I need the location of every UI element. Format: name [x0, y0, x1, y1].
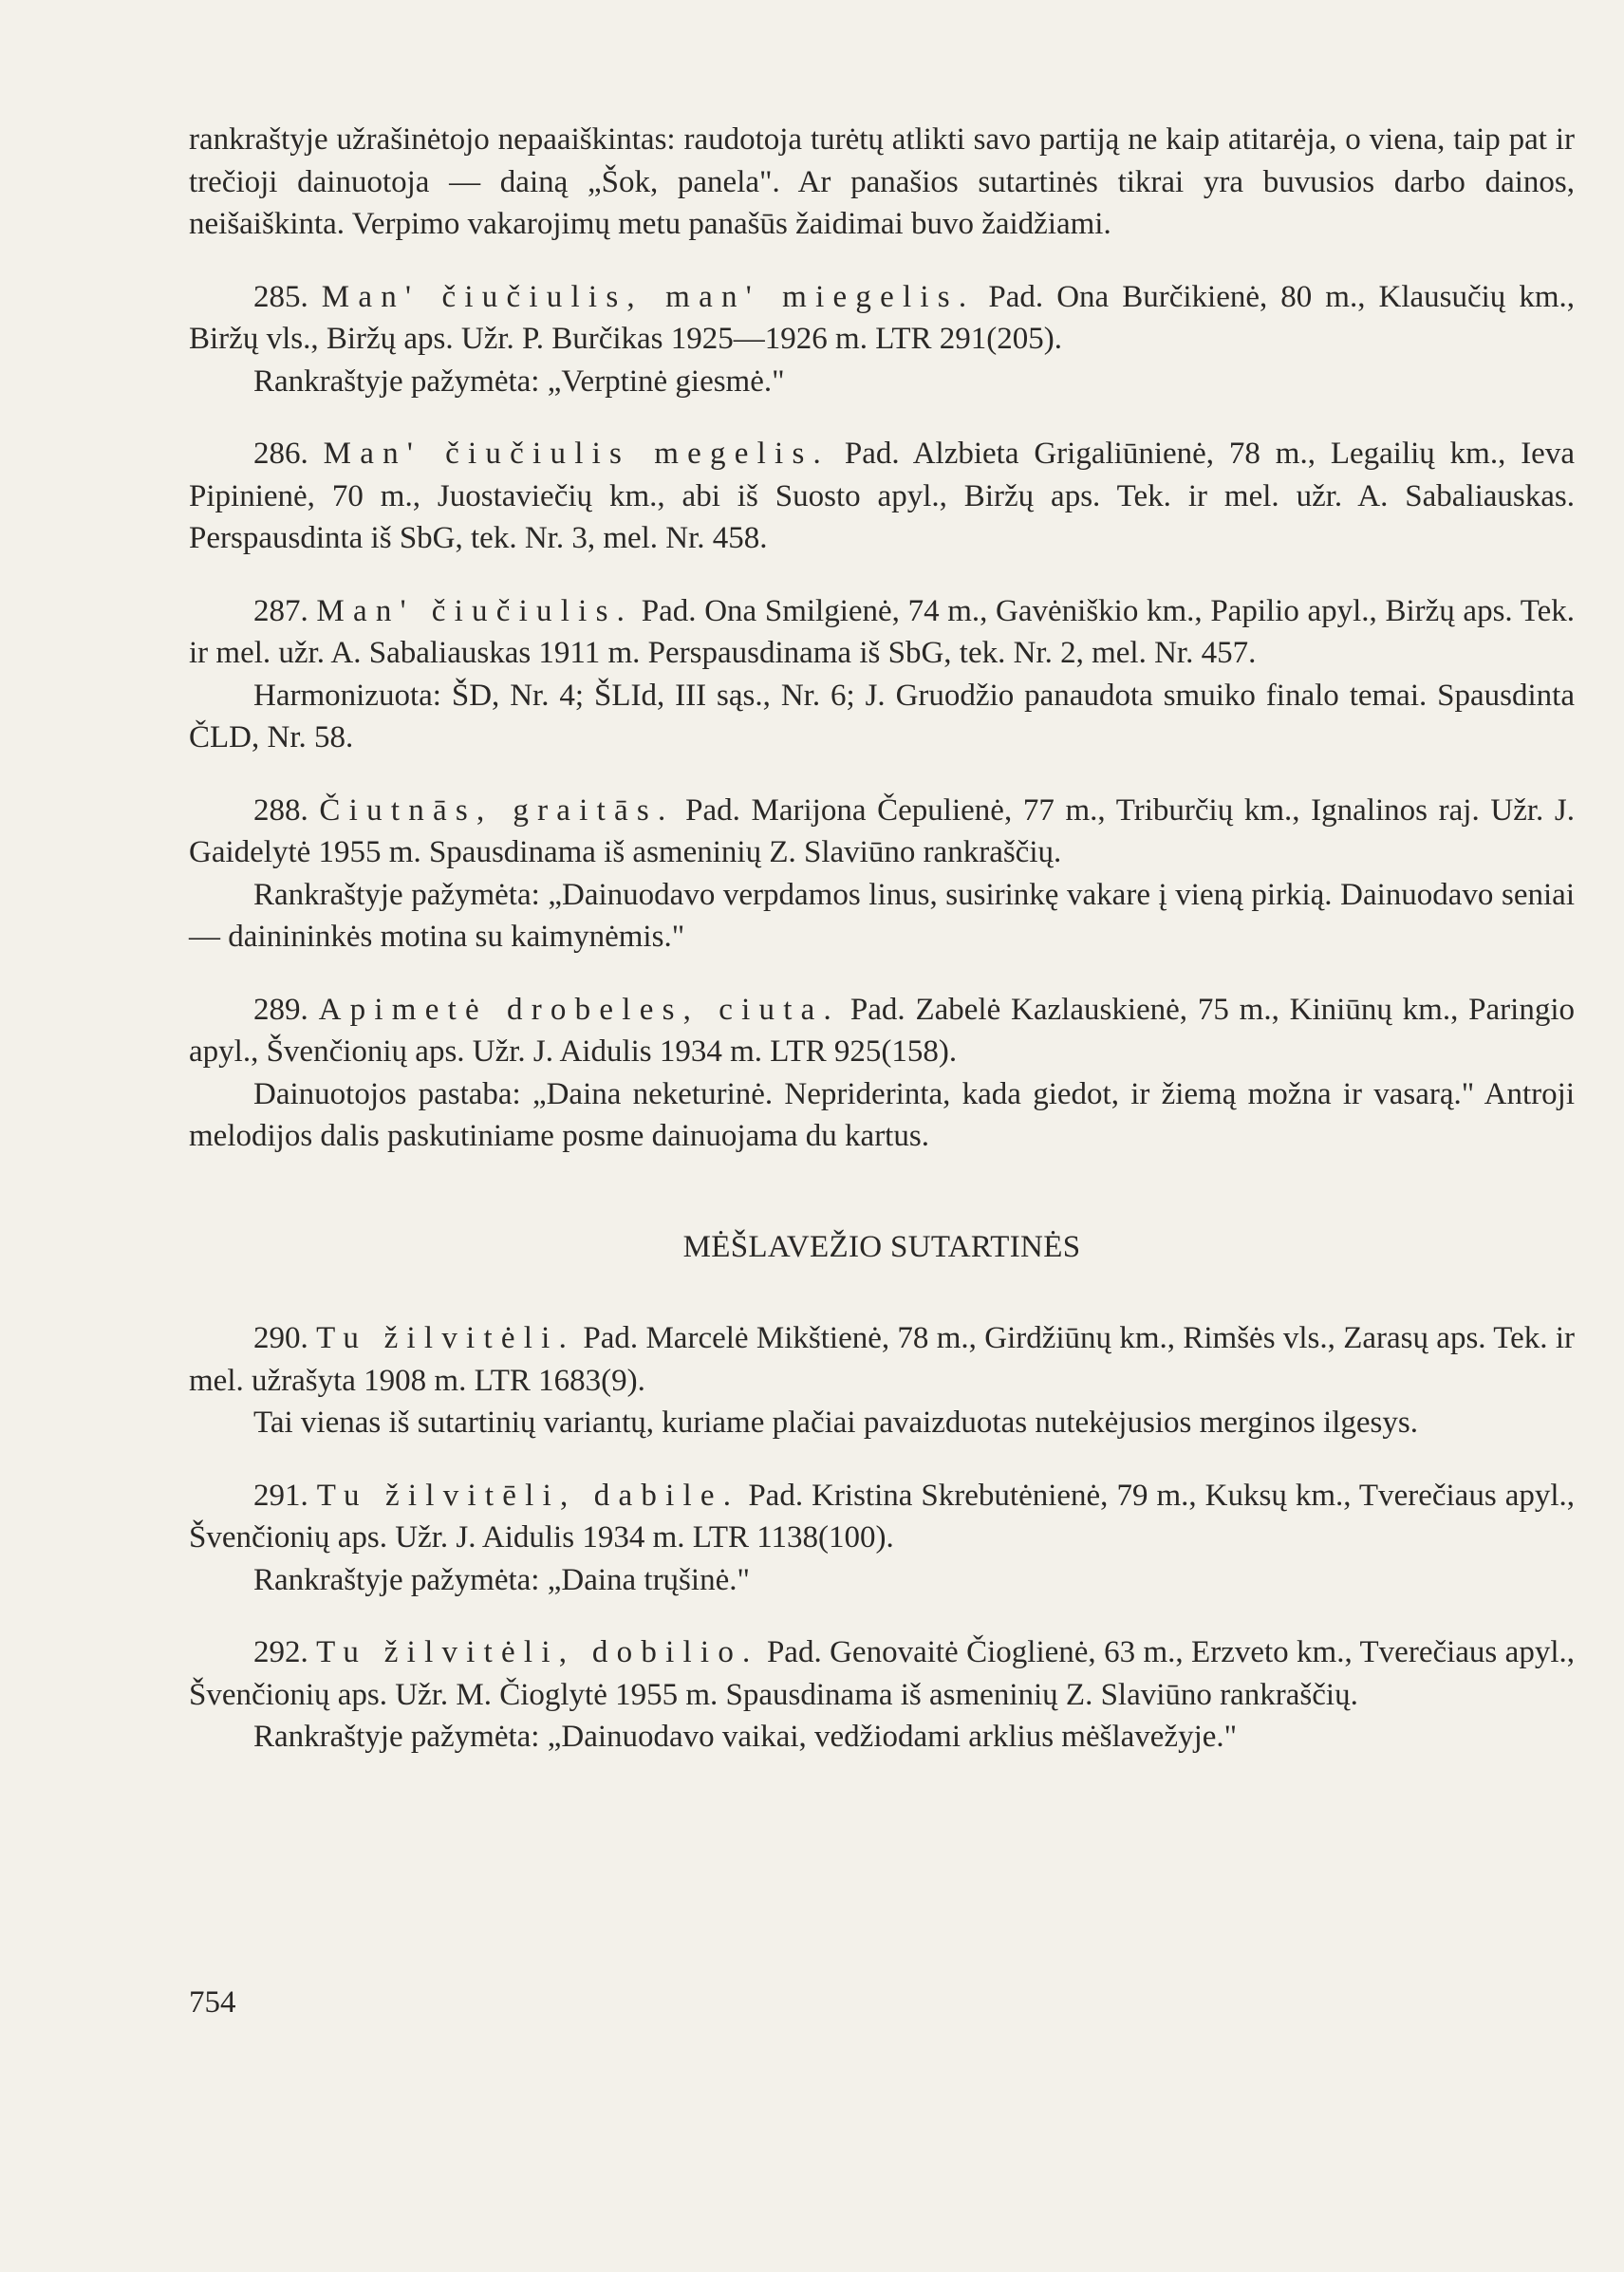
entry-287: [189, 590, 1575, 759]
entry-number: 290.: [253, 1321, 308, 1355]
entry-290: [189, 1317, 1575, 1444]
entry-note: Rankraštyje pažymėta: „Verptinė giesmė.": [253, 363, 785, 399]
entry-number: 289.: [253, 992, 308, 1027]
entry-number: 285.: [253, 279, 308, 314]
entry-number: 291.: [253, 1478, 308, 1513]
entry-note: Rankraštyje pažymėta: „Daina trųšinė.": [253, 1562, 750, 1597]
page-body: [189, 119, 1575, 1759]
song-title: Man' čiučiulis.: [316, 593, 634, 628]
entry-note: Rankraštyje pažymėta: „Dainuodavo verpdamos linus, susirinkę vakare į vieną pirkią. Dainuodavo seniai — dainininkės motina su kaimynėmis.": [189, 877, 1575, 954]
song-title: Apimetė drobeles, ciuta.: [318, 992, 841, 1027]
entry-note: Rankraštyje pažymėta: „Dainuodavo vaikai, vedžiodami arklius mėšlavežyje.": [253, 1720, 1238, 1754]
entry-details: Pad. Alzbieta Grigaliūnienė, 78 m., Legailių km., Ieva Pipinienė, 70 m., Juostaviečių km., abi iš Suosto apyl., Biržų aps. Tek. ir mel. užr. A. Sabaliauskas. Perspausdinta iš SbG, tek. Nr. 3, mel. Nr. 458.: [189, 437, 1575, 555]
song-title: Tu žilvitēli, dabile.: [316, 1478, 740, 1513]
entry-details: Pad. Zabelė Kazlauskienė, 75 m., Kiniūnų km., Paringio apyl., Švenčionių aps. Užr. J. Aidulis 1934 m. LTR 925(158).: [189, 992, 1575, 1069]
entry-number: 288.: [253, 792, 308, 828]
page-number: 754: [189, 1985, 236, 2020]
entry-288: [189, 790, 1575, 959]
entry-number: 287.: [253, 593, 308, 628]
song-title: Man' čiučiulis, man' miegelis.: [321, 279, 976, 314]
entry-292: [189, 1631, 1575, 1759]
entry-number: 292.: [253, 1635, 308, 1669]
section-heading: MĖŠLAVEŽIO SUTARTINĖS: [682, 1229, 1081, 1264]
entry-291: [189, 1475, 1575, 1602]
entry-285: [189, 276, 1575, 403]
entry-note: Dainuotojos pastaba: „Daina neketurinė. Nepriderinta, kada giedot, ir žiemą možna ir vasarą." Antroji melodijos dalis paskutiniame posme dainuojama du kartus.: [189, 1076, 1575, 1153]
entry-note: Harmonizuota: ŠD, Nr. 4; ŠLId, III sąs., Nr. 6; J. Gruodžio panaudota smuiko finalo temai. Spausdinta ČLD, Nr. 58.: [189, 678, 1575, 754]
intro-paragraph: rankraštyje užrašinėtojo nepaaiškintas: raudotoja turėtų atlikti savo partiją ne kaip atitarėja, o viena, taip pat ir trečioji dainuotoja — dainą „Šok, panela". Ar panašios sutartinės tikrai yra buvusios darbo dainos, neišaiškinta. Verpimo vakarojimų metu panašūs žaidimai buvo žaidžiami.: [189, 122, 1575, 241]
entry-289: [189, 989, 1575, 1158]
entry-286: [189, 433, 1575, 560]
entry-number: 286.: [253, 437, 308, 471]
song-title: Tu žilvitėli.: [316, 1321, 576, 1355]
entry-details: Pad. Ona Smilgienė, 74 m., Gavėniškio km., Papilio apyl., Biržų aps. Tek. ir mel. užr. A. Sabaliauskas 1911 m. Perspausdinama iš SbG, tek. Nr. 2, mel. Nr. 457.: [189, 593, 1575, 670]
entry-details: Pad. Marijona Čepulienė, 77 m., Triburčių km., Ignalinos raj. Užr. J. Gaidelytė 1955 m. Spausdinama iš asmeninių Z. Slaviūno rankraščių.: [189, 792, 1576, 869]
entry-note: Tai vienas iš sutartinių variantų, kuriame plačiai pavaizduotas nutekėjusios merginos ilgesys.: [253, 1406, 1418, 1440]
entry-details: Pad. Genovaitė Čioglienė, 63 m., Erzveto km., Tverečiaus apyl., Švenčionių aps. Užr. M. Čioglytė 1955 m. Spausdinama iš asmeninių Z. Slaviūno rankraščių.: [189, 1635, 1575, 1712]
entry-details: Pad. Marcelė Mikštienė, 78 m., Girdžiūnų km., Rimšės vls., Zarasų aps. Tek. ir mel. užrašyta 1908 m. LTR 1683(9).: [189, 1321, 1575, 1398]
entry-details: Pad. Ona Burčikienė, 80 m., Klausučių km., Biržų vls., Biržų aps. Užr. P. Burčikas 1925—1926 m. LTR 291(205).: [189, 279, 1575, 356]
entry-details: Pad. Kristina Skrebutėnienė, 79 m., Kuksų km., Tverečiaus apyl., Švenčionių aps. Užr. J. Aidulis 1934 m. LTR 1138(100).: [189, 1478, 1576, 1555]
song-title: Tu žilvitėli, dobilio.: [316, 1635, 759, 1669]
song-title: Man' čiučiulis megelis.: [323, 437, 831, 471]
song-title: Čiutnās, graitās.: [319, 792, 675, 828]
